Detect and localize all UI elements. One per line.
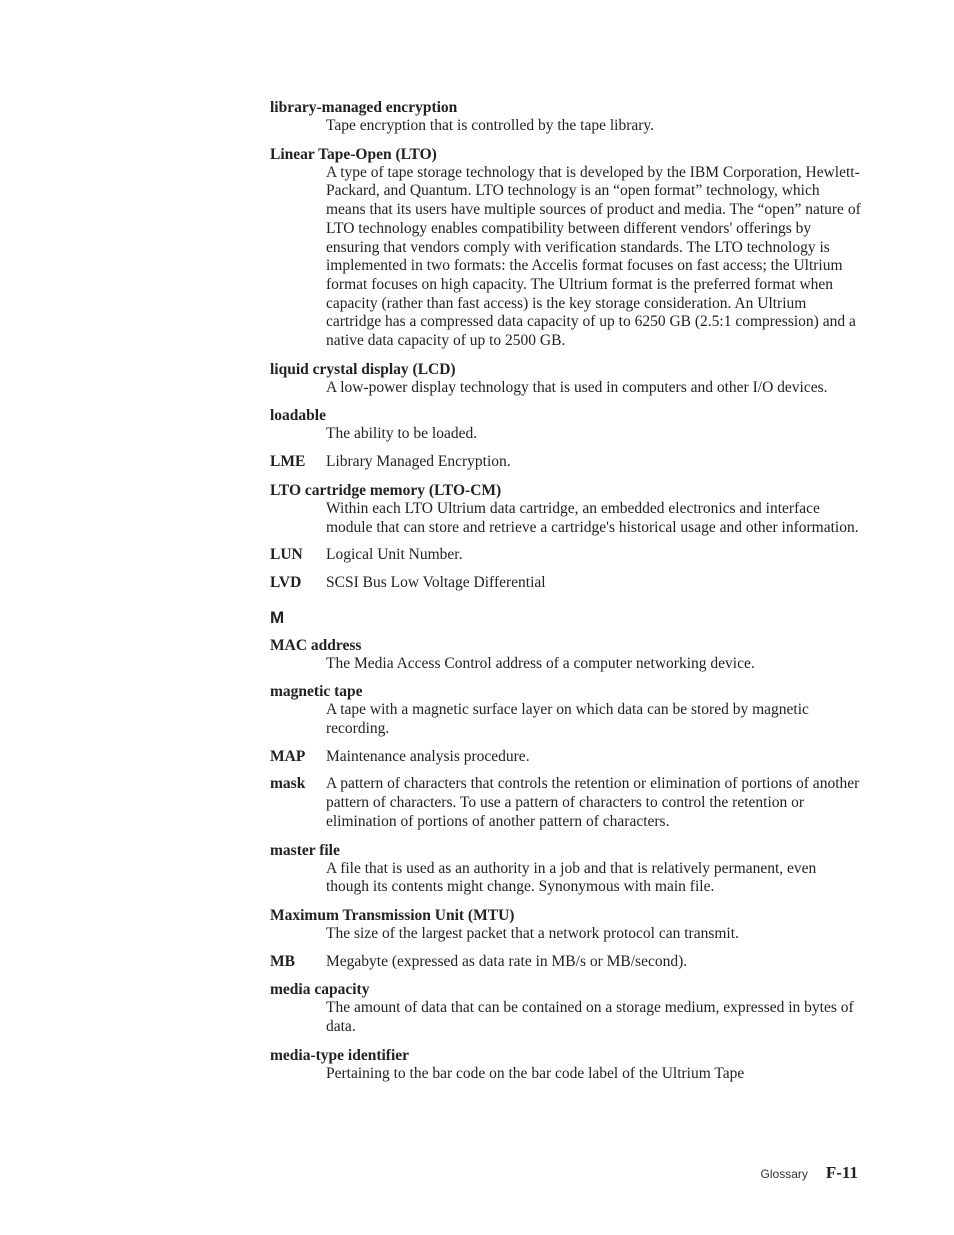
glossary-definition: A tape with a magnetic surface layer on which data can be stored by magnetic recording.: [326, 701, 809, 738]
glossary-term: media-type identifier: [270, 1046, 410, 1064]
glossary-term: LTO cartridge memory (LTO-CM): [270, 481, 502, 499]
section-heading-m: M: [270, 607, 285, 627]
glossary-definition: The amount of data that can be contained on a storage medium, expressed in bytes of data.: [326, 999, 854, 1036]
glossary-term: media capacity: [270, 981, 370, 999]
glossary-entry: [270, 1046, 862, 1084]
glossary-definition: SCSI Bus Low Voltage Differential: [326, 573, 546, 591]
glossary-definition: The ability to be loaded.: [326, 425, 478, 443]
glossary-entry: [270, 98, 862, 136]
glossary-term: loadable: [270, 407, 326, 425]
glossary-term: LUN: [270, 546, 303, 564]
page-footer: [761, 1163, 858, 1183]
glossary-term: magnetic tape: [270, 683, 363, 701]
glossary-term: Linear Tape-Open (LTO): [270, 145, 437, 163]
glossary-term: LME: [270, 453, 306, 471]
glossary-definition: Library Managed Encryption.: [326, 453, 511, 471]
glossary-list-l: [270, 98, 862, 593]
glossary-term: LVD: [270, 573, 302, 591]
glossary-term: liquid crystal display (LCD): [270, 360, 456, 378]
glossary-content: [270, 98, 862, 1093]
glossary-definition: A low-power display technology that is used in computers and other I/O devices.: [326, 378, 828, 396]
glossary-definition: A type of tape storage technology that is developed by the IBM Corporation, Hewlett-Packard, and Quantum. LTO technology is an “open format” technology, which means that its users have multiple sources of product and media. The “open” nature of LTO technology enables compatibility between different vendors' offerings by ensuring that vendors comply with verification standards. The LTO technology is implemented in two formats: the Accelis format focuses on fast access; the Ultrium format focuses on high capacity. The Ultrium format is the preferred format when capacity (rather than fast access) is the key storage consideration. An Ultrium cartridge has a compressed data capacity of up to 6250 GB (2.5:1 compression) and a native data capacity of up to 2500 GB.: [326, 163, 861, 350]
glossary-definition: Megabyte (expressed as data rate in MB/s or MB/second).: [326, 952, 688, 970]
glossary-term: Maximum Transmission Unit (MTU): [270, 906, 515, 924]
glossary-term: mask: [270, 775, 306, 793]
glossary-entry: [270, 636, 862, 674]
glossary-definition: A pattern of characters that controls the retention or elimination of portions of another pattern of characters. To use a pattern of characters to control the retention or elimination of portions of another pattern of characters.: [326, 775, 860, 830]
glossary-entry: [270, 145, 862, 351]
glossary-term: MAC address: [270, 636, 362, 654]
glossary-term: master file: [270, 841, 340, 859]
glossary-entry: [270, 546, 862, 565]
glossary-entry: [270, 775, 862, 831]
glossary-entry: [270, 841, 862, 897]
glossary-term: MB: [270, 952, 295, 970]
glossary-definition: Tape encryption that is controlled by the tape library.: [326, 117, 655, 134]
glossary-entry: [270, 980, 862, 1036]
glossary-entry: [270, 574, 862, 593]
glossary-definition: Maintenance analysis procedure.: [326, 747, 530, 765]
glossary-entry: [270, 481, 862, 537]
glossary-definition: A file that is used as an authority in a job and that is relatively permanent, even though its contents might change. Synonymous with main file.: [326, 859, 817, 896]
glossary-entry: [270, 953, 862, 972]
glossary-entry: [270, 682, 862, 738]
footer-label: Glossary: [760, 1167, 808, 1181]
glossary-entry: [270, 360, 862, 398]
glossary-definition: Pertaining to the bar code on the bar code label of the Ultrium Tape: [326, 1064, 745, 1082]
glossary-definition: The Media Access Control address of a computer networking device.: [326, 654, 755, 672]
glossary-entry: [270, 453, 862, 472]
glossary-term: MAP: [270, 747, 306, 765]
glossary-definition: Logical Unit Number.: [326, 546, 463, 564]
glossary-definition: Within each LTO Ultrium data cartridge, an embedded electronics and interface module that can store and retrieve a cartridge's historical usage and other information.: [326, 499, 859, 536]
glossary-list-m: [270, 636, 862, 1084]
glossary-entry: [270, 406, 862, 444]
glossary-definition: The size of the largest packet that a network protocol can transmit.: [326, 924, 739, 942]
glossary-entry: [270, 748, 862, 767]
page-number: F-11: [825, 1163, 858, 1182]
glossary-entry: [270, 906, 862, 944]
glossary-term: library-managed encryption: [270, 99, 458, 116]
